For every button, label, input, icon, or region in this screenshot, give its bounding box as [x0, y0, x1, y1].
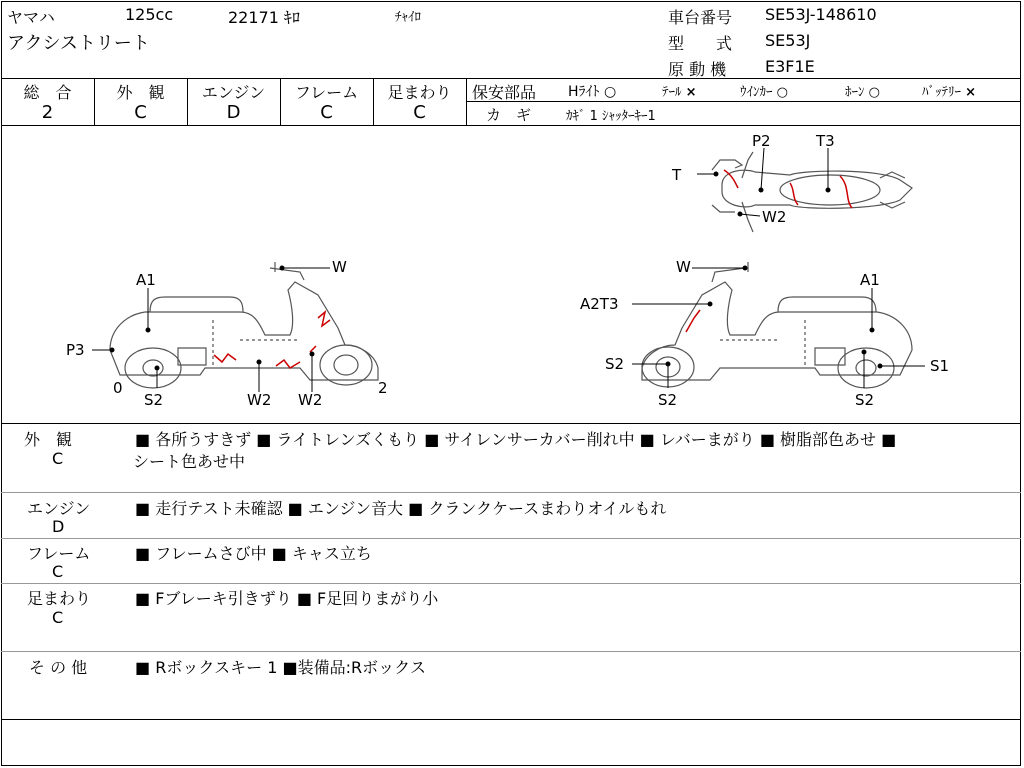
note-exterior-line1: ■ 各所うすきず ■ ライトレンズくもり ■ サイレンサーカバー削れ中 ■ レバーまがり ■ 樹脂部色あせ ■: [135, 430, 897, 449]
damage-marks: [214, 170, 852, 368]
note-exterior-label: 外 観: [24, 430, 73, 449]
note-suspension-grade: C: [52, 608, 64, 627]
notes-bottom-line: [1, 719, 1021, 720]
winker-mark: ○: [776, 85, 788, 100]
note-divider: [1, 583, 1021, 584]
label-w2-left-a: W2: [247, 391, 272, 409]
note-engine-grade: D: [52, 517, 65, 536]
note-frame-line1: ■ フレームさび中 ■ キャス立ち: [135, 544, 372, 563]
note-divider: [1, 492, 1021, 493]
label-s2-right-c: S2: [855, 391, 875, 409]
type-label: 型 式: [668, 34, 733, 53]
frame-no: SE53J-148610: [765, 5, 877, 24]
label-p2: P2: [752, 132, 771, 150]
note-other-line1: ■ Rボックスキー 1 ■装備品:Rボックス: [135, 658, 426, 677]
label-a1-right: A1: [860, 271, 880, 289]
note-engine-label: エンジン: [27, 499, 91, 518]
safety-divider: [466, 101, 1021, 102]
top-view-scooter: [712, 152, 912, 232]
scooter-diagram: [0, 126, 1024, 423]
grade-exterior-value: C: [134, 102, 147, 123]
label-two: 2: [378, 379, 388, 397]
safety-headlight: Hﾗｲﾄ ○: [568, 84, 617, 100]
grade-frame-value: C: [320, 102, 333, 123]
label-t3: T3: [816, 132, 835, 150]
label-w-left: W: [332, 258, 347, 276]
label-w-right: W: [676, 258, 691, 276]
note-divider: [1, 651, 1021, 652]
safety-tail: ﾃｰﾙ ×: [662, 85, 697, 100]
label-s2-right-a: S2: [605, 355, 625, 373]
note-exterior-grade: C: [52, 449, 64, 468]
label-a1-left: A1: [136, 271, 156, 289]
safety-horn: ﾎｰﾝ ○: [845, 85, 880, 100]
label-t: T: [672, 166, 682, 184]
note-frame-grade: C: [52, 562, 64, 581]
mileage: 22171 ｷﾛ: [228, 8, 300, 27]
safety-battery: ﾊﾞｯﾃﾘｰ ×: [922, 85, 977, 100]
note-exterior-line2: シート色あせ中: [133, 452, 246, 471]
note-suspension-label: 足まわり: [27, 589, 92, 608]
maker: ヤマハ: [7, 8, 55, 27]
grade-suspension-value: C: [413, 102, 426, 123]
tail-mark: ×: [685, 85, 697, 100]
grade-overall-label: 総 合: [23, 83, 72, 102]
displacement: 125cc: [125, 5, 174, 24]
label-zero: 0: [113, 379, 123, 397]
grade-overall-value: 2: [41, 102, 54, 123]
safety-winker: ｳｲﾝｶｰ ○: [740, 85, 788, 100]
safety-title: 保安部品: [472, 83, 537, 102]
color: ﾁｬｲﾛ: [395, 10, 421, 25]
engine-value: E3F1E: [765, 57, 815, 76]
label-s1: S1: [930, 357, 950, 375]
battery-mark: ×: [965, 85, 977, 100]
note-suspension-line1: ■ Fブレーキ引きずり ■ F足回りまがり小: [135, 589, 439, 608]
diagram-bottom-line: [1, 423, 1021, 424]
note-engine-line1: ■ 走行テスト未確認 ■ エンジン音大 ■ クランクケースまわりオイルもれ: [135, 499, 667, 518]
note-other-label: そ の 他: [29, 658, 88, 677]
grade-frame-label: フレーム: [294, 83, 359, 102]
engine-label: 原 動 機: [668, 60, 727, 79]
label-p3: P3: [66, 341, 85, 359]
type-value: SE53J: [765, 31, 811, 50]
note-divider: [1, 538, 1021, 539]
grade-engine-label: エンジン: [201, 83, 266, 102]
grade-suspension-label: 足まわり: [387, 83, 452, 102]
label-s2-right-b: S2: [658, 391, 678, 409]
horn-mark: ○: [868, 85, 880, 100]
frame-no-label: 車台番号: [668, 8, 733, 27]
note-frame-label: フレーム: [27, 544, 91, 563]
header-divider: [1, 78, 1021, 79]
grade-exterior-label: 外 観: [116, 83, 165, 102]
key-label: カ ギ: [486, 106, 532, 124]
headlight-mark: ○: [603, 84, 617, 100]
label-a2t3: A2T3: [580, 295, 619, 313]
model-name: アクシストリート: [7, 33, 150, 54]
label-w2-left-b: W2: [298, 391, 323, 409]
label-s2-left: S2: [144, 391, 164, 409]
grade-engine-value: D: [226, 102, 241, 123]
key-value: ｶｷﾞ 1 ｼｬｯﾀｰｷｰ1: [566, 109, 656, 124]
label-w2-top: W2: [762, 208, 787, 226]
